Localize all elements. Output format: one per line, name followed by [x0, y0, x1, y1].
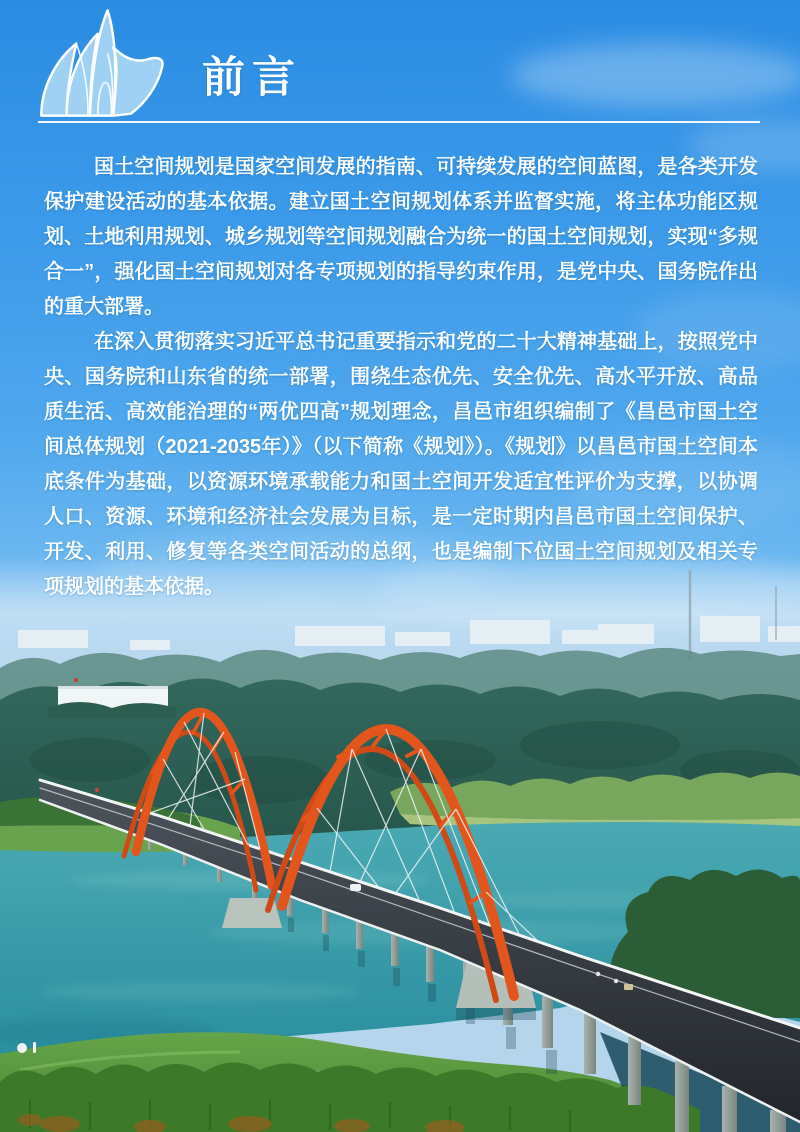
header-underline	[38, 121, 760, 123]
page-title: 前言	[202, 54, 302, 102]
preface-paragraph-1: 国土空间规划是国家空间发展的指南、可持续发展的空间蓝图，是各类开发保护建设活动的基本依据。建立国土空间规划体系并监督实施，将主体功能区规划、土地利用规划、城乡规划等空间规划融合为统一的国土空间规划，实现“多规合一”，强化国土空间规划对各专项规划的指导约束作用，是党中央、国务院作出的重大部署。	[44, 156, 758, 318]
city-landmark-logo	[12, 4, 168, 122]
preface-paragraph-2: 在深入贯彻落实习近平总书记重要指示和党的二十大精神基础上，按照党中央、国务院和山东省的统一部署，围绕生态优先、安全优先、高水平开放、高品质生活、高效能治理的“两优四高”规划理念，昌邑市组织编制了《昌邑市国土空间总体规划（2021-2035年）》（以下简称《规划》）。《规划》以昌邑市国土空间本底条件为基础，以资源环境承载能力和国土空间开发适宜性评价为支撑，以协调人口、资源、环境和经济社会发展为目标，是一定时期内昌邑市国土空间保护、开发、利用、修复等各类空间活动的总纲，也是编制下位国土空间规划及相关专项规划的基本依据。	[44, 331, 758, 598]
preface-content	[44, 150, 758, 605]
